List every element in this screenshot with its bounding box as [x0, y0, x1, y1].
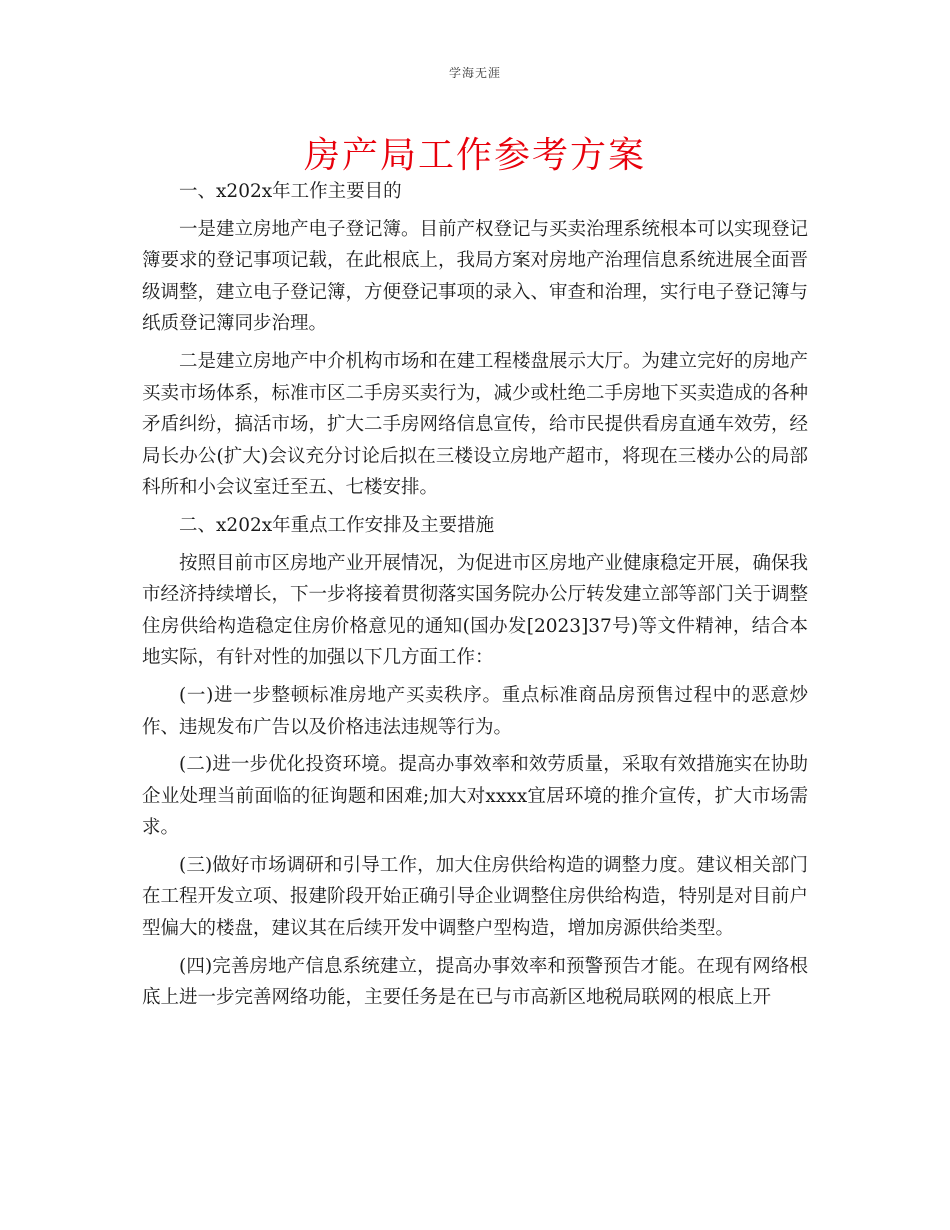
- paragraph-measure-3: (三)做好市场调研和引导工作，加大住房供给构造的调整力度。建议相关部门在工程开发立项、报建阶段开始正确引导企业调整住房供给构造，特别是对目前户型偏大的楼盘，建议其在后续开发中调整户型构造，增加房源供给类型。: [142, 854, 809, 940]
- paragraph-measure-4: (四)完善房地产信息系统建立，提高办事效率和预警预告才能。在现有网络根底上进一步完善网络功能，主要任务是在已与市高新区地税局联网的根底上开: [142, 955, 808, 1009]
- paragraph-electronic-register: 一是建立房地产电子登记簿。目前产权登记与买卖治理系统根本可以实现登记簿要求的登记事项记载，在此根底上，我局方案对房地产治理信息系统进展全面晋级调整，建立电子登记簿，方便登记事项的录入、审查和治理，实行电子登记簿与纸质登记簿同步治理。: [142, 218, 809, 335]
- paragraph-agency-market: 二是建立房地产中介机构市场和在建工程楼盘展示大厅。为建立完好的房地产买卖市场体系，标准市区二手房买卖行为，减少或杜绝二手房地下买卖造成的各种矛盾纠纷，搞活市场，扩大二手房网络信息宣传，给市民提供看房直通车效劳，经局长办公(扩大)会议充分讨论后拟在三楼设立房地产超市，将现在三楼办公的局部科所和小会议室迁至五、七楼安排。: [142, 350, 809, 499]
- paragraph-measure-1: (一)进一步整顿标准房地产买卖秩序。重点标准商品房预售过程中的恶意炒作、违规发布广告以及价格违法违规等行为。: [142, 684, 808, 738]
- section-heading-2: 二、x202x年重点工作安排及主要措施: [179, 514, 495, 536]
- running-header: 学海无涯: [448, 66, 501, 80]
- document-title: 房产局工作参考方案: [303, 135, 646, 176]
- paragraph-measure-2: (二)进一步优化投资环境。提高办事效率和效劳质量，采取有效措施实在协助企业处理当前面临的征询题和困难;加大对xxxx宜居环境的推介宣传，扩大市场需求。: [142, 754, 808, 839]
- paragraph-measures-intro: 按照目前市区房地产业开展情况，为促进市区房地产业健康稳定开展，确保我市经济持续增长，下一步将接着贯彻落实国务院办公厅转发建立部等部门关于调整住房供给构造稳定住房价格意见的通知(国办发[2023]37号)等文件精神，结合本地实际，有针对性的加强以下几方面工作：: [142, 552, 809, 669]
- section-heading-1: 一、x202x年工作主要目的: [179, 181, 402, 202]
- document-body: [142, 176, 808, 1020]
